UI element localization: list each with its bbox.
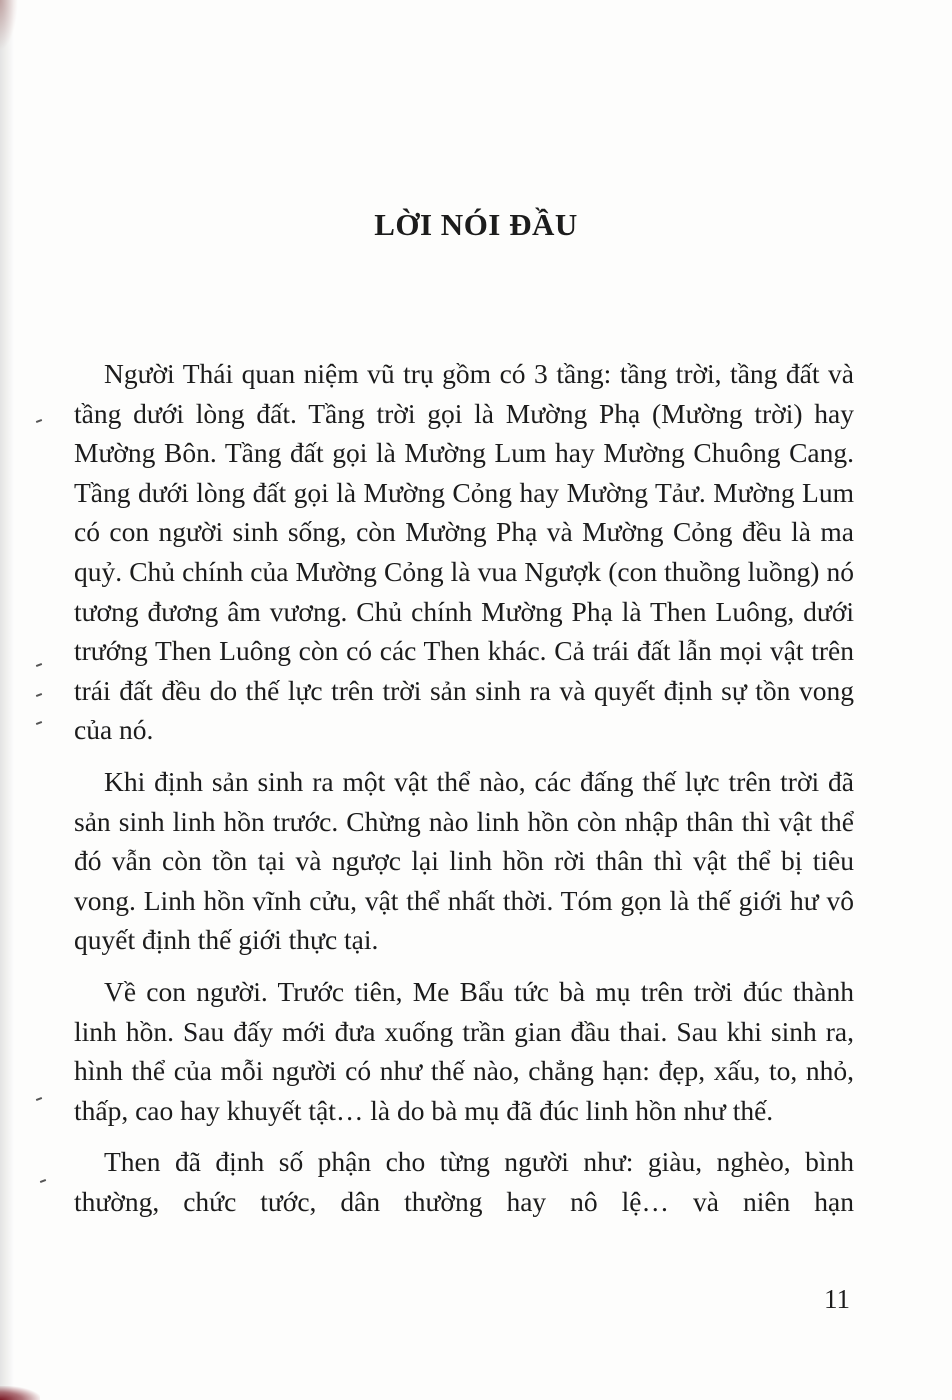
page-corner-top (0, 0, 18, 50)
margin-mark (40, 1179, 46, 1183)
margin-mark (36, 1097, 42, 1101)
paragraph: Khi định sản sinh ra một vật thể nào, các đấng thế lực trên trời đã sản sinh linh hồn trước. Chừng nào linh hồn còn nhập thân thì vật thể đó vẫn còn tồn tại và ngược lại linh hồn rời thân thì vật thể bị tiêu vong. Linh hồn vĩnh cửu, vật thể nhất thời. Tóm gọn là thế giới hư vô quyết định thế giới thực tại. (74, 765, 854, 956)
paragraph: Người Thái quan niệm vũ trụ gồm có 3 tầng: tầng trời, tầng đất và tầng dưới lòng đất. Tầng trời gọi là Mường Phạ (Mường trời) hay Mường Bôn. Tầng đất gọi là Mường Lum hay Mường Chuông Cang. Tầng dưới lòng đất gọi là Mường Cỏng hay Mường Tảư. Mường Lum có con người sinh sống, còn Mường Phạ và Mường Cỏng đều là ma quỷ. Chủ chính của Mường Cỏng là vua Ngượk (con thuồng luồng) nó tương đương âm vương. Chủ chính Mường Phạ là Then Luông, dưới trướng Then Luông còn có các Then khác. Cả trái đất lẫn mọi vật trên trái đất đều do thế lực trên trời sản sinh ra và quyết định sự tồn vong của nó. (74, 358, 854, 746)
page-number: 11 (824, 1284, 850, 1314)
body-text (74, 354, 854, 1233)
page-title: LỜI NÓI ĐẦU (374, 206, 578, 242)
margin-mark (36, 419, 42, 423)
paragraph: Then đã định số phận cho từng người như: giàu, nghèo, bình thường, chức tước, dân thường hay nô lệ… và niên hạn (74, 1146, 854, 1217)
margin-mark (36, 693, 42, 697)
margin-mark (36, 663, 42, 667)
page-corner-bottom (0, 1386, 40, 1400)
paragraph: Về con người. Trước tiên, Me Bẩu tức bà mụ trên trời đúc thành linh hồn. Sau đấy mới đưa xuống trần gian đầu thai. Sau khi sinh ra, hình thể của mỗi người có như thế nào, chẳng hạn: đẹp, xấu, to, nhỏ, thấp, cao hay khuyết tật… là do bà mụ đã đúc linh hồn như thế. (74, 975, 854, 1126)
margin-mark (36, 721, 42, 725)
